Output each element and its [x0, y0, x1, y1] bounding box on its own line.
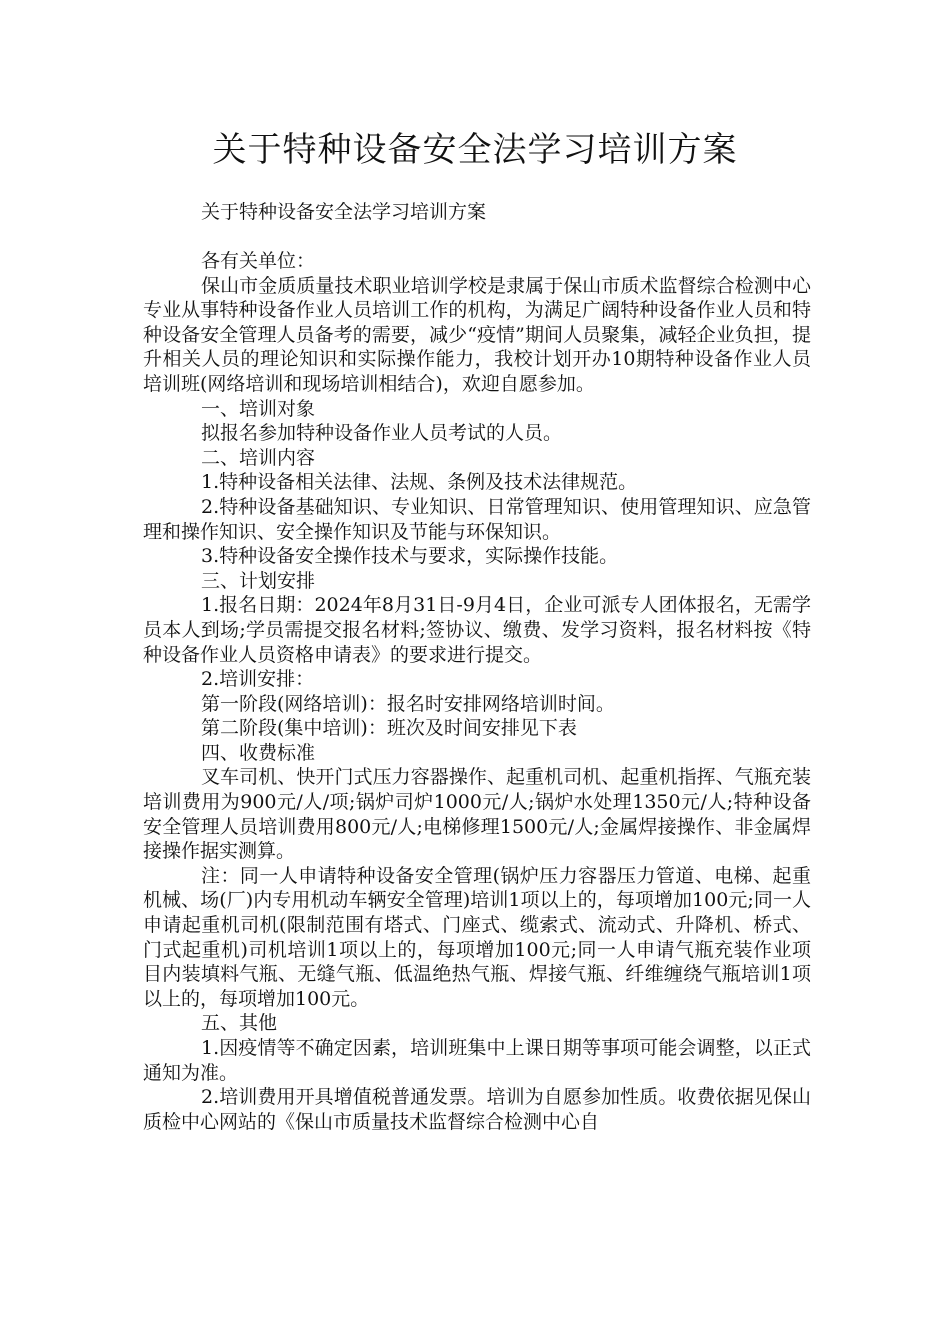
other-item-2: 2.培训费用开具增值税普通发票。培训为自愿参加性质。收费依据见保山质检中心网站的《保山市质量技术监督综合检测中心自	[143, 1086, 811, 1133]
fees-paragraph: 叉车司机、快开门式压力容器操作、起重机司机、起重机指挥、气瓶充装培训费用为900元/人/项;锅炉司炉1000元/人;锅炉水处理1350元/人;特种设备安全管理人员培训费用800元/人;电梯修理1500元/人;金属焊接操作、非金属焊接操作据实测算。	[143, 766, 811, 863]
schedule-phase-1: 第一阶段(网络培训)：报名时安排网络培训时间。	[201, 692, 615, 715]
other-item-1: 1.因疫情等不确定因素，培训班集中上课日期等事项可能会调整，以正式通知为准。	[143, 1037, 811, 1084]
intro-paragraph: 保山市金质质量技术职业培训学校是隶属于保山市质术监督综合检测中心专业从事特种设备作业人员培训工作的机构，为满足广阔特种设备作业人员和特种设备安全管理人员备考的需要，减少“疫情”期间人员聚集，减轻企业负担，提升相关人员的理论知识和实际操作能力，我校计划开办10期特种设备作业人员培训班(网络培训和现场培训相结合)，欢迎自愿参加。	[143, 274, 811, 395]
schedule-phase-2: 第二阶段(集中培训)：班次及时间安排见下表	[201, 717, 577, 740]
section-heading-fees: 四、收费标准	[201, 741, 316, 764]
document-title: 关于特种设备安全法学习培训方案	[212, 130, 738, 170]
document-subtitle: 关于特种设备安全法学习培训方案	[201, 201, 487, 223]
salutation: 各有关单位：	[201, 250, 316, 272]
section-heading-content: 二、培训内容	[201, 446, 316, 469]
document-body	[143, 249, 811, 1134]
fees-note: 注：同一人申请特种设备安全管理(锅炉压力容器压力管道、电梯、起重机械、场(厂)内专用机动车辆安全管理)培训1项以上的，每项增加100元;同一人申请起重机司机(限制范围有塔式、门座式、缆索式、流动式、升降机、桥式、门式起重机)司机培训1项以上的，每项增加100元;同一人申请气瓶充装作业项目内装填料气瓶、无缝气瓶、低温绝热气瓶、焊接气瓶、纤维缠绕气瓶培训1项以上的，每项增加100元。	[143, 864, 811, 1010]
content-item-2: 2.特种设备基础知识、专业知识、日常管理知识、使用管理知识、应急管理和操作知识、安全操作知识及节能与环保知识。	[143, 495, 811, 543]
content-item-1: 1.特种设备相关法律、法规、条例及技术法律规范。	[201, 471, 638, 494]
content-item-3: 3.特种设备安全操作技术与要求，实际操作技能。	[201, 545, 619, 568]
section-heading-other: 五、其他	[201, 1012, 278, 1035]
paragraph-targets: 拟报名参加特种设备作业人员考试的人员。	[201, 422, 563, 445]
schedule-registration: 1.报名日期：2024年8月31日-9月4日，企业可派专人团体报名，无需学员本人到场;学员需提交报名材料;签协议、缴费、发学习资料，报名材料按《特种设备作业人员资格申请表》的要求进行提交。	[143, 594, 811, 666]
schedule-training-heading: 2.培训安排：	[201, 668, 315, 691]
section-heading-schedule: 三、计划安排	[201, 569, 316, 592]
section-heading-targets: 一、培训对象	[201, 397, 316, 420]
